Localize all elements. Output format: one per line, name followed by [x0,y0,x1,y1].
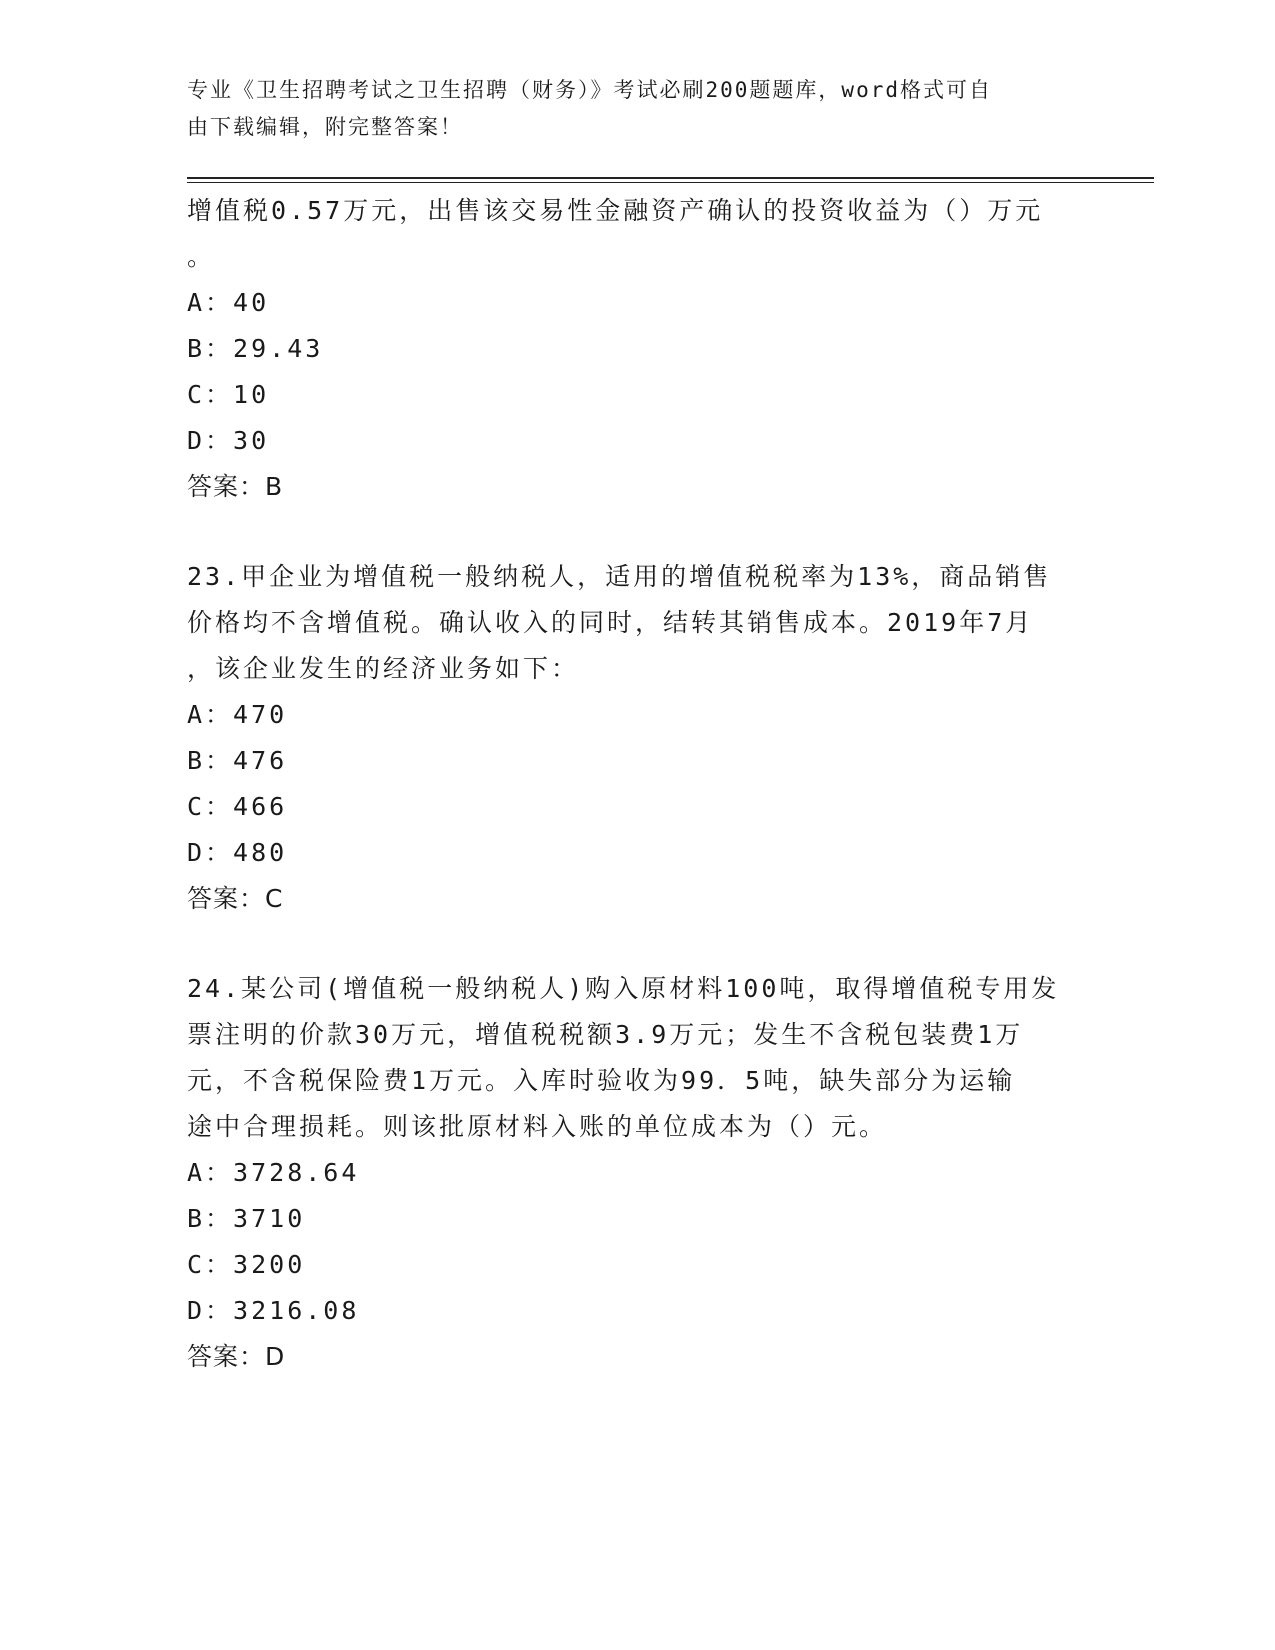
option-c: C：466 [187,792,288,821]
header-rule-thin [187,182,1154,183]
option-a: A：3728.64 [187,1158,360,1187]
header-rule-thick [187,177,1154,179]
option-c: C：10 [187,380,270,409]
option-a: A：470 [187,700,288,729]
question-text-line: 途中合理损耗。则该批原材料入账的单位成本为（）元。 [187,1112,888,1141]
answer-line: 答案：C [187,884,284,913]
question-22 [187,188,1087,510]
question-text-line: ，该企业发生的经济业务如下： [187,654,580,683]
question-23 [187,554,1087,922]
option-b: B：476 [187,746,288,775]
question-text-line: 24.某公司(增值税一般纳税人)购入原材料100吨，取得增值税专用发 [187,974,1060,1003]
option-d: D：30 [187,426,270,455]
question-list [187,188,1087,1380]
option-a: A：40 [187,288,270,317]
option-b: B：3710 [187,1204,306,1233]
header-line-1: 专业《卫生招聘考试之卫生招聘（财务）》考试必刷200题题库，word格式可自 [187,78,992,102]
option-c: C：3200 [187,1250,306,1279]
option-d: D：480 [187,838,288,867]
option-d: D：3216.08 [187,1296,360,1325]
answer-line: 答案：D [187,1342,286,1371]
question-text-line: 。 [187,242,216,271]
option-b: B：29.43 [187,334,324,363]
answer-line: 答案：B [187,472,284,501]
question-text-line: 票注明的价款30万元，增值税税额3.9万元；发生不含税包装费1万 [187,1020,1024,1049]
question-24 [187,966,1087,1380]
header-line-2: 由下载编辑，附完整答案！ [187,115,463,139]
question-text-line: 增值税0.57万元，出售该交易性金融资产确认的投资收益为（）万元 [187,196,1044,225]
document-header [187,72,1067,146]
question-text-line: 23.甲企业为增值税一般纳税人，适用的增值税税率为13%，商品销售 [187,562,1052,591]
question-text-line: 价格均不含增值税。确认收入的同时，结转其销售成本。2019年7月 [187,608,1034,637]
question-text-line: 元，不含税保险费1万元。入库时验收为99．5吨，缺失部分为运输 [187,1066,1016,1095]
